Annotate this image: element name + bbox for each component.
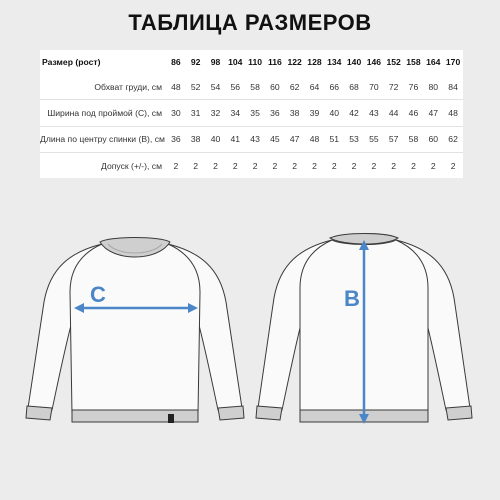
table-cell: 76 <box>408 81 419 92</box>
sweatshirt-illustration <box>0 222 500 442</box>
table-cell: 48 <box>309 134 320 145</box>
size-header-cell: 146 <box>366 57 382 68</box>
page-title: ТАБЛИЦА РАЗМЕРОВ <box>128 10 372 35</box>
size-header-cell: 152 <box>386 57 401 68</box>
table-cell: 2 <box>232 160 238 171</box>
table-cell: 84 <box>448 81 458 92</box>
table-cell: 2 <box>411 160 416 171</box>
table-cell: 66 <box>329 81 340 92</box>
table-cell: 32 <box>210 107 221 118</box>
sweatshirt-svg <box>0 222 500 442</box>
front-left-cuff <box>26 406 52 420</box>
table-cell: 40 <box>329 107 340 118</box>
table-cell: 2 <box>430 160 436 171</box>
size-header-cell: 122 <box>287 57 302 68</box>
back-right-cuff <box>446 406 472 420</box>
size-header-cell: 128 <box>307 57 322 68</box>
size-header-cell: 92 <box>190 57 201 68</box>
row-label: Обхват груди, см <box>94 81 162 92</box>
table-cell: 55 <box>369 134 379 145</box>
table-cell: 2 <box>391 160 397 171</box>
table-cell: 2 <box>450 160 456 171</box>
table-cell: 45 <box>270 134 280 145</box>
table-cell: 56 <box>230 81 241 92</box>
table-cell: 43 <box>250 134 260 145</box>
table-cell: 57 <box>388 134 399 145</box>
row-label: Ширина под проймой (C), см <box>47 107 162 118</box>
table-cell: 47 <box>289 134 300 145</box>
table-row <box>40 74 463 99</box>
table-cell: 60 <box>428 134 439 145</box>
size-header-cell: 98 <box>210 57 221 68</box>
table-row <box>40 100 463 127</box>
size-header-cell: 116 <box>267 57 282 68</box>
table-cell: 52 <box>190 81 201 92</box>
table-cell: 31 <box>190 107 201 118</box>
table-cell: 54 <box>210 81 221 92</box>
table-cell: 53 <box>349 134 359 145</box>
table-cell: 62 <box>448 134 458 145</box>
front-right-cuff <box>218 406 244 420</box>
size-header-cell: 158 <box>406 57 421 68</box>
table-cell: 2 <box>213 160 218 171</box>
table-cell: 42 <box>349 107 359 118</box>
table-cell: 48 <box>171 81 181 92</box>
size-table <box>40 50 463 178</box>
table-cell: 68 <box>349 81 359 92</box>
table-cell: 58 <box>408 134 419 145</box>
table-cell: 58 <box>250 81 260 92</box>
table-cell: 41 <box>230 134 241 145</box>
size-header-cell: 86 <box>171 57 181 68</box>
table-header-row <box>40 50 463 74</box>
size-header-cell: 134 <box>327 57 342 68</box>
table-cell: 36 <box>270 107 280 118</box>
table-cell: 38 <box>190 134 201 145</box>
table-cell: 70 <box>369 81 379 92</box>
table-cell: 64 <box>309 81 320 92</box>
table-cell: 48 <box>448 107 458 118</box>
table-cell: 47 <box>428 107 439 118</box>
table-cell: 62 <box>289 81 300 92</box>
header-label: Размер (рост) <box>42 57 101 68</box>
table-cell: 2 <box>331 160 337 171</box>
table-cell: 38 <box>289 107 300 118</box>
brand-tag <box>168 414 174 423</box>
row-label: Длина по центру спинки (B), см <box>40 134 165 145</box>
front-hem <box>72 410 198 422</box>
table-cell: 80 <box>428 81 439 92</box>
table-cell: 51 <box>329 134 340 145</box>
front-sweatshirt <box>26 238 244 424</box>
table-cell: 2 <box>371 160 377 171</box>
table-cell: 2 <box>173 160 179 171</box>
size-header-cell: 170 <box>445 57 461 68</box>
table-cell: 2 <box>351 160 357 171</box>
size-header-cell: 110 <box>248 57 263 68</box>
table-cell: 30 <box>171 107 181 118</box>
table-cell: 34 <box>230 107 241 118</box>
front-body <box>70 244 200 414</box>
back-left-cuff <box>256 406 282 420</box>
table-cell: 35 <box>250 107 260 118</box>
dimension-c-label: C <box>90 282 106 307</box>
table-cell: 2 <box>312 160 317 171</box>
table-cell: 2 <box>272 160 278 171</box>
dimension-b-label: B <box>344 286 360 311</box>
table-cell: 40 <box>210 134 221 145</box>
table-cell: 39 <box>309 107 320 118</box>
size-header-cell: 164 <box>426 57 441 68</box>
table-cell: 44 <box>388 107 399 118</box>
size-header-cell: 104 <box>228 57 243 68</box>
table-cell: 2 <box>292 160 298 171</box>
table-cell: 60 <box>270 81 280 92</box>
table-row <box>40 126 463 153</box>
table-cell: 43 <box>369 107 379 118</box>
size-header-cell: 140 <box>346 57 362 68</box>
table-cell: 46 <box>408 107 419 118</box>
table-cell: 36 <box>171 134 181 145</box>
table-cell: 2 <box>193 160 199 171</box>
table-cell: 72 <box>388 81 399 92</box>
row-label: Допуск (+/-), см <box>101 160 162 171</box>
table-cell: 2 <box>252 160 258 171</box>
table-row <box>40 153 463 178</box>
